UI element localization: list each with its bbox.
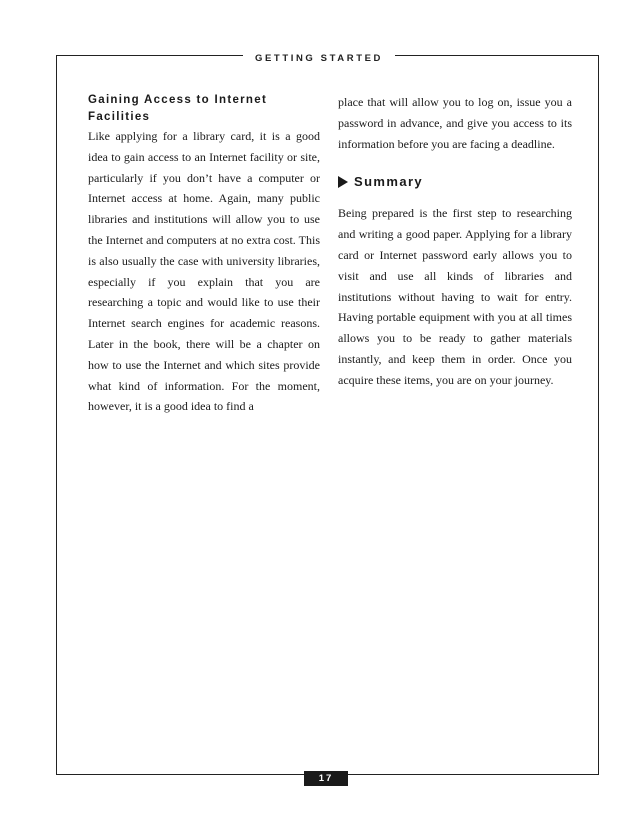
- page-number: 17: [304, 771, 348, 786]
- right-column: [338, 92, 572, 391]
- running-header-label: GETTING STARTED: [243, 52, 395, 66]
- summary-heading: [338, 174, 572, 189]
- triangle-bullet-icon: [338, 176, 348, 188]
- summary-heading-label: Summary: [354, 174, 424, 190]
- section-body: Like applying for a library card, it is a good idea to gain access to an Internet facility or site, particularly if you don’t have a computer or Internet access at home. Again, many public libraries and institutions will allow you to use the Internet and computers at no extra cost. This is also usually the case with university libraries, especially if you explain that you are researching a topic and would like to use their Internet search engines for academic reasons. Later in the book, there will be a chapter on how to use the Internet and which sites provide what kind of information. For the moment, however, it is a good idea to find a: [88, 129, 320, 414]
- section-heading: Gaining Access to Internet Facilities: [88, 94, 268, 123]
- continued-paragraph: place that will allow you to log on, issue you a password in advance, and give you access to its information before you are facing a deadline.: [338, 95, 572, 151]
- summary-body: Being prepared is the first step to researching and writing a good paper. Applying for a library card or Internet password early allows you to visit and use all kinds of libraries and institutions without having to wait for entry. Having portable equipment with you at all times allows you to be ready to gather materials instantly, and keep them in order. Once you acquire these items, you are on your journey.: [338, 206, 572, 387]
- running-header: [0, 48, 638, 66]
- left-column: [88, 92, 320, 417]
